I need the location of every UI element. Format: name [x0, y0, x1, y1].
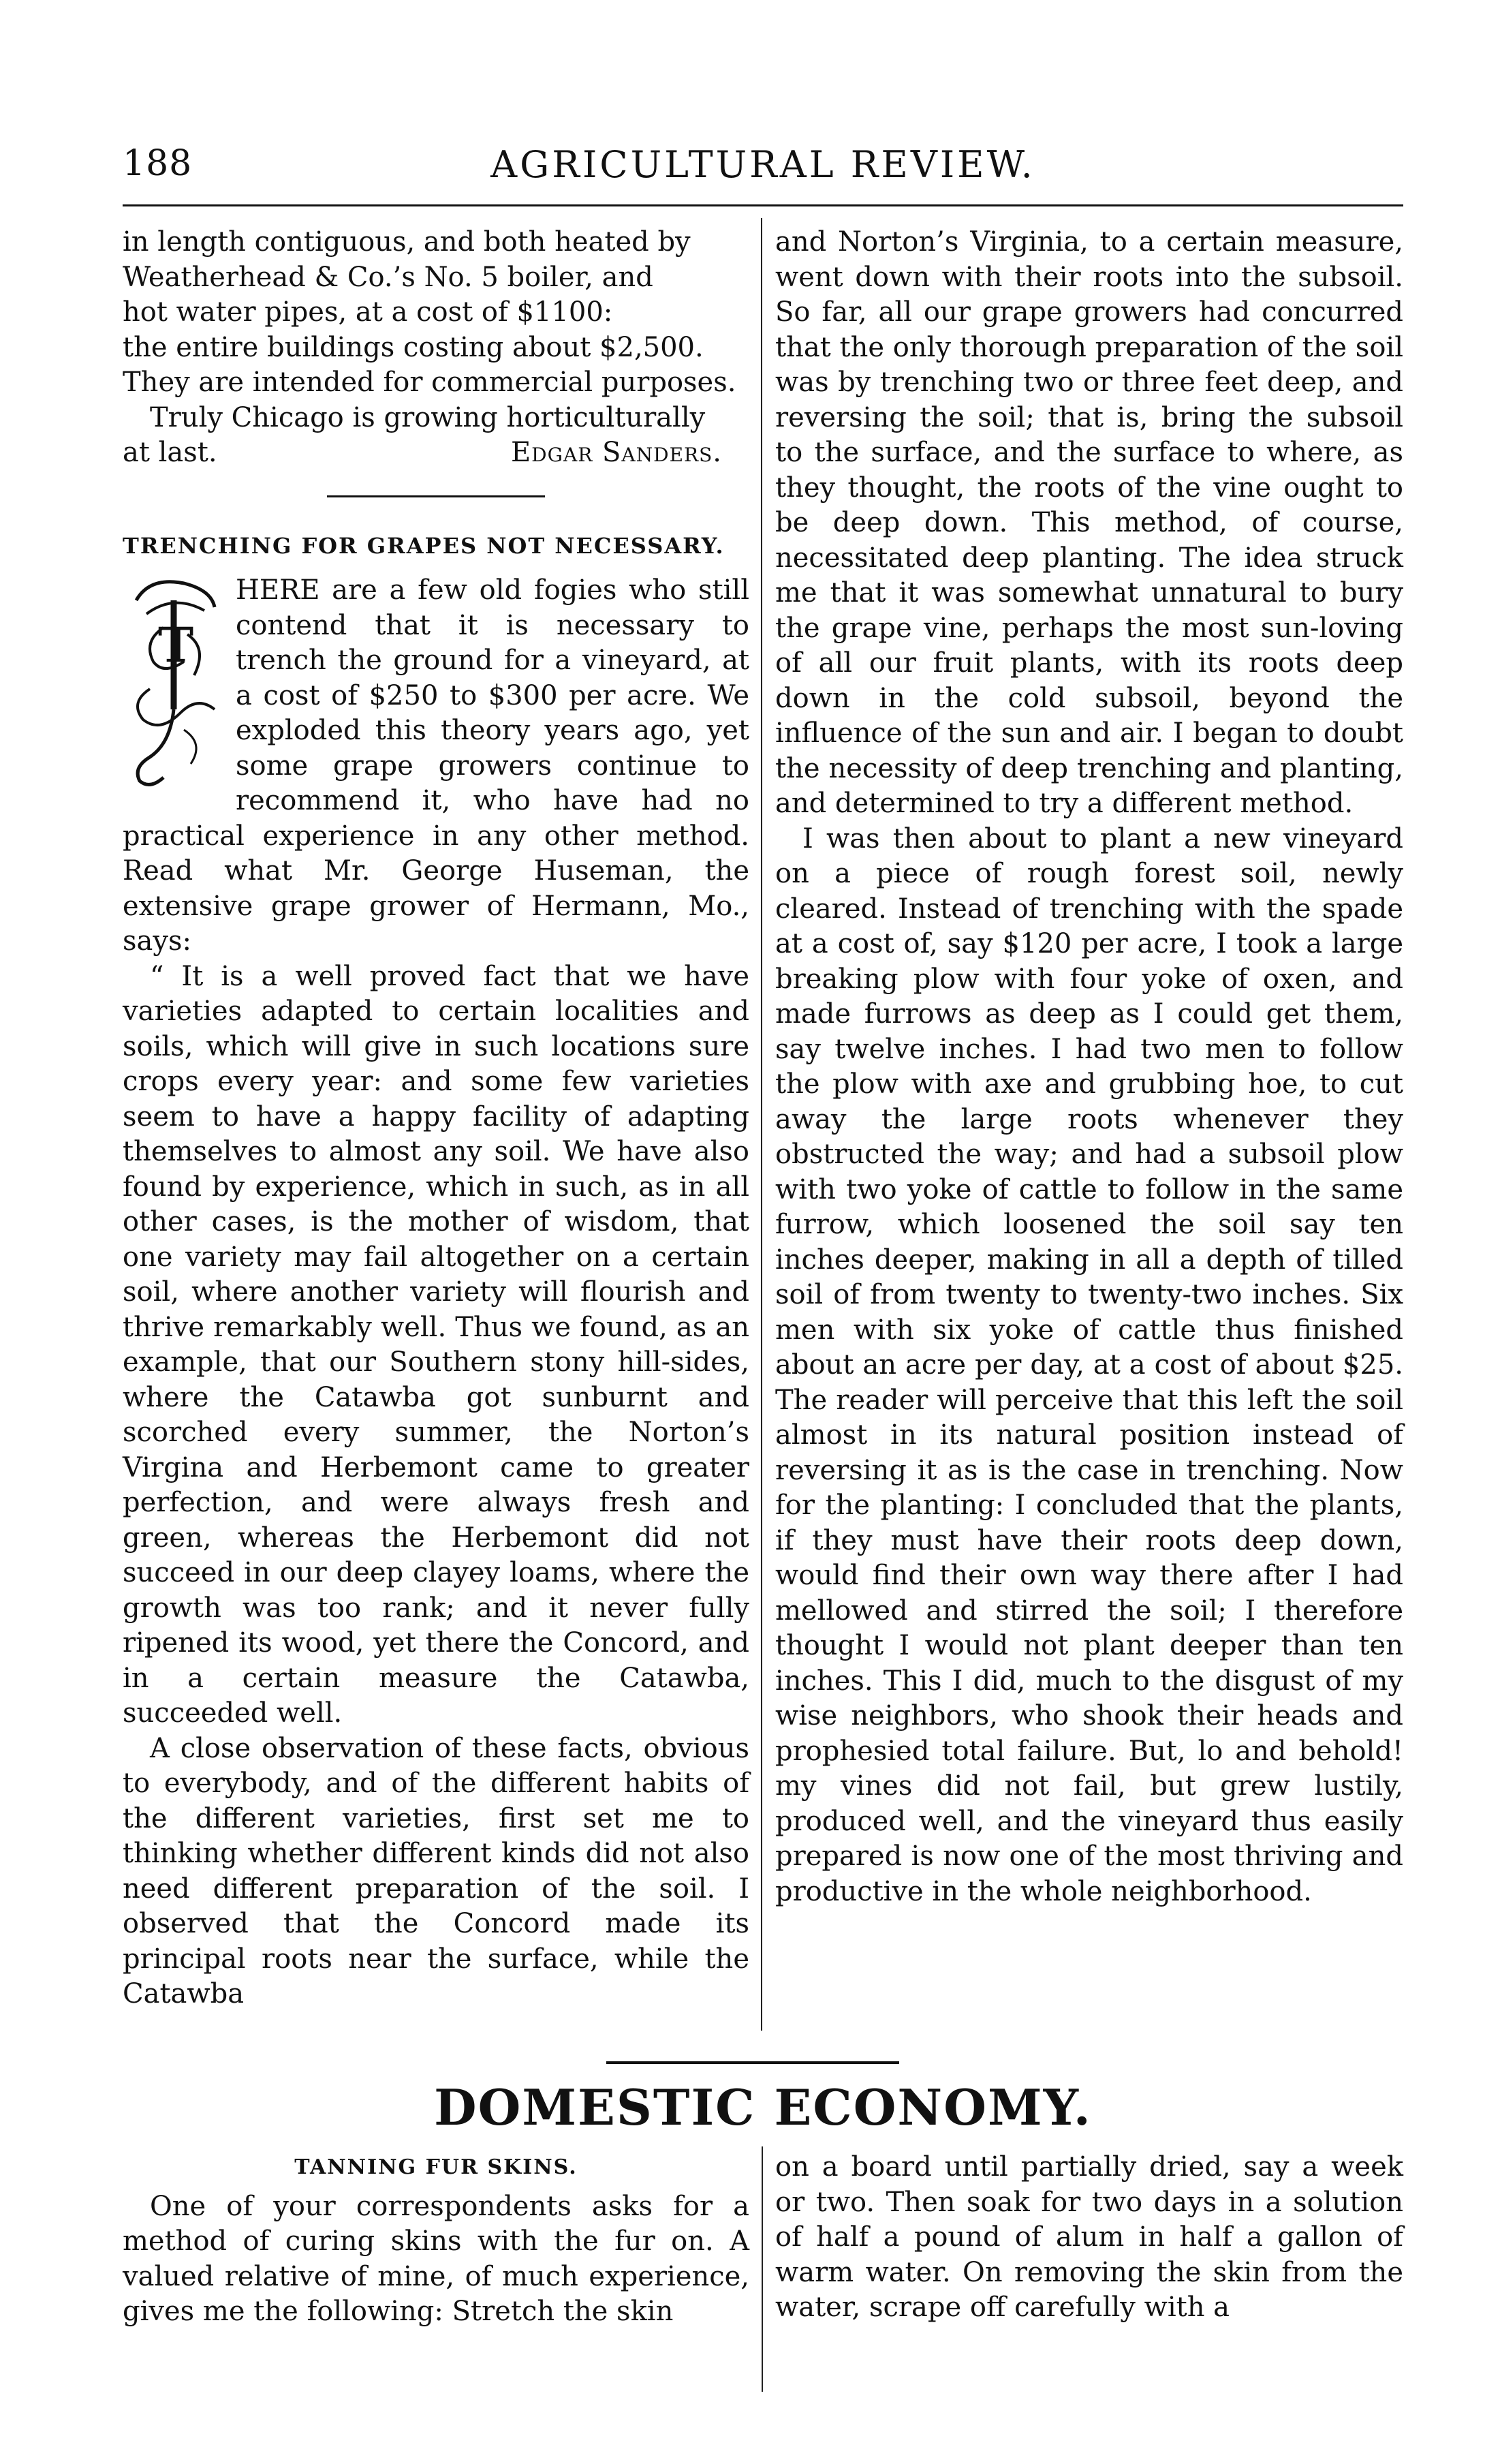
section-separator — [327, 495, 545, 497]
signature-line — [123, 435, 749, 471]
tanning-subtitle: TANNING FUR SKINS. — [294, 2155, 578, 2179]
closing-end: at last. — [123, 437, 217, 468]
left-column — [123, 225, 749, 2012]
article-title: TRENCHING FOR GRAPES NOT NECESSARY. — [123, 532, 725, 559]
domestic-economy-heading: DOMESTIC ECONOMY. — [434, 2078, 1092, 2136]
article-paragraph-2: “ It is a well proved fact that we have varieties adapted to certain localities and soils, which will give in such locations sure crops every year: and some few varieties seem to have a happy facility of adapting themselves to almost any soil. We have also found by experience, which in such, as in all other cases, is the mother of wisdom, that one variety may fail altogether on a certain soil, where another variety will flourish and thrive remarkably well. Thus we found, as an example, that our Southern stony hill-sides, where the Catawba got sunburnt and scorched every summer, the Norton’s Virgina and Herbemont came to greater perfection, and were always fresh and green, whereas the Herbemont did not succeed in our deep clayey loams, where the growth was too rank; and it never fully ripened its wood, yet there the Concord, and in a certain measure the Catawba, succeeded well. — [123, 960, 749, 1729]
page-header — [123, 143, 1403, 191]
intro-line-2: Weatherhead & Co.’s No. 5 boiler, and — [123, 261, 653, 293]
closing-line: Truly Chicago is growing horticulturally — [150, 401, 706, 433]
ornamental-initial-icon — [123, 573, 225, 791]
tanning-paragraph-2: on a board until partially dried, say a week or two. Then soak for two days in a solution of half a pound of alum in half a gallon of warm water. On removing the skin from the water, scrape off carefully with a — [775, 2151, 1403, 2323]
lower-right-column — [775, 2150, 1403, 2326]
svg-text:T: T — [158, 617, 194, 673]
intro-line-5: They are intended for commercial purposes. — [123, 367, 736, 398]
lower-left-column — [123, 2150, 749, 2330]
article-paragraph-4: and Norton’s Virginia, to a certain measure, went down with their roots into the subsoil. So far, all our grape growers had concurred that the only thorough preparation of the soil was by trenching two or three feet deep, and reversing the soil; that is, bring the subsoil to the surface, and the surface to where, as they thought, the roots of the vine ought to be deep down. This method, of course, necessitated deep planting. The idea struck me that it was somewhat unnatural to bury the grape vine, perhaps the most sun-loving of all our fruit plants, with its roots deep down in the cold subsoil, beyond the influence of the sun and air. I began to doubt the necessity of deep trenching and planting, and determined to try a different method. — [775, 226, 1403, 819]
section-rule — [606, 2061, 899, 2064]
page-number: 188 — [123, 143, 193, 184]
tanning-paragraph-1: One of your correspondents asks for a method of curing skins with the fur on. A valued relative of mine, of much experience, gives me the following: Stretch the skin — [123, 2190, 749, 2327]
article-paragraph-3: A close observation of these facts, obvious to everybody, and of the different habits of the different varieties, first set me to thinking whether different kinds did not also need different preparation of the soil. I observed that the Concord made its principal roots near the surface, while the Catawba — [123, 1732, 749, 2009]
ornamental-initial — [123, 573, 225, 791]
intro-line-4: the entire buildings costing about $2,500. — [123, 331, 704, 363]
running-title: AGRICULTURAL REVIEW. — [490, 143, 1035, 186]
right-column — [775, 225, 1403, 1909]
intro-line-3: hot water pipes, at a cost of $1100: — [123, 296, 613, 328]
article-paragraph-5: I was then about to plant a new vineyard on a piece of rough forest soil, newly cleared. Instead of trenching with the spade at a cost of, say $120 per acre, I took a large breaking plow with four yoke of oxen, and made furrows as deep as I could get them, say twelve inches. I had two men to follow the plow with axe and grubbing hoe, to cut away the large roots whenever they obstructed the way; and had a subsoil plow with two yoke of cattle to follow in the same furrow, which loosened the soil say ten inches deeper, making in all a depth of tilled soil of from twenty to twenty-two inches. Six men with six yoke of cattle thus finished about an acre per day, at a cost of about $25. The reader will perceive that this left the soil almost in its natural position instead of reversing it as is the case in trenching. Now for the planting: I concluded that the plants, if they must have their roots deep down, would find their own way there after I had mellowed and stirred the soil; I therefore thought I would not plant deeper than ten inches. This I did, much to the disgust of my wise neighbors, who shook their heads and prophesied total failure. But, lo and behold! my vines did not fail, but grew lustily, produced well, and the vineyard thus easily prepared is now one of the most thriving and productive in the whole neighborhood. — [775, 822, 1403, 1907]
article-body — [123, 573, 749, 2012]
column-divider — [761, 218, 762, 2031]
author-signature: Edgar Sanders. — [510, 437, 722, 468]
intro-line-1: in length contiguous, and both heated by — [123, 226, 691, 258]
header-rule — [123, 204, 1403, 206]
column-divider-lower — [762, 2146, 763, 2392]
article-paragraph-1: HERE are a few old fogies who still contend that it is necessary to trench the ground for a vineyard, at a cost of $250 to $300 per acre. We exploded this theory years ago, yet some grape growers continue to recommend it, who have had no practical experience in any other method. Read what Mr. George Huseman, the extensive grape grower of Hermann, Mo., says: — [123, 574, 749, 957]
